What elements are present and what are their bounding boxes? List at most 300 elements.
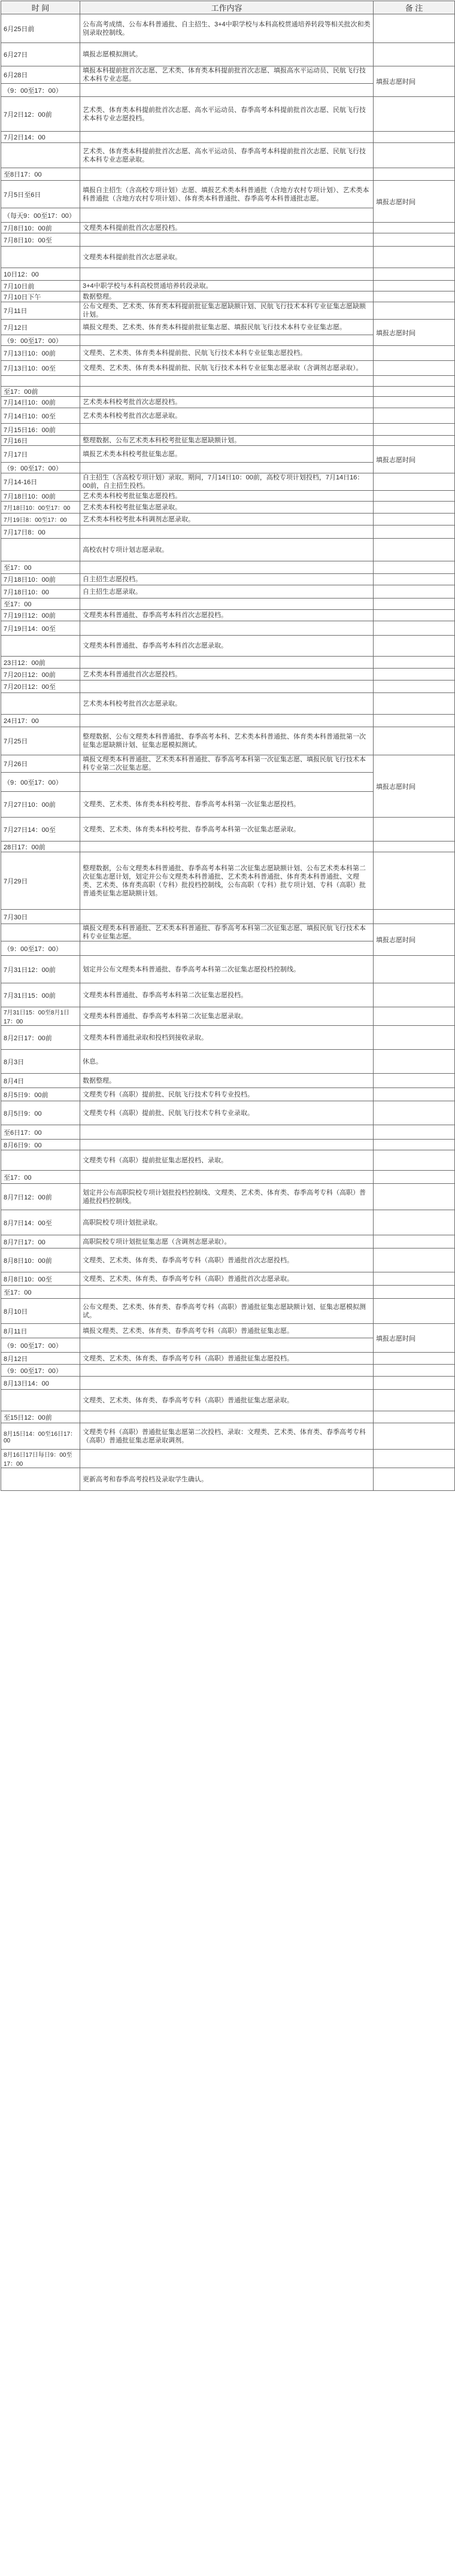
work-content: 文理类专科（高职）提前批、民航飞行技术专科专业投档。 xyxy=(80,1088,374,1101)
work-content: 文理类、艺术类、体育类本科校考批、春季高考本科第一次征集志愿投档。 xyxy=(80,792,374,818)
remark xyxy=(374,681,455,693)
work-content xyxy=(80,463,374,473)
work-content: 文理类本科普通批录取和投档到接收录取。 xyxy=(80,1026,374,1050)
remark xyxy=(374,1125,455,1140)
table-row xyxy=(1,491,455,502)
remark: 填报志愿时间 xyxy=(374,181,455,223)
schedule-time: 7月29日 xyxy=(1,852,80,910)
work-content: 3+4中职学校与本科高校贯通培养转段录取。 xyxy=(80,281,374,291)
work-content xyxy=(80,387,374,397)
work-content: 文理类、艺术类、体育类、春季高考专科（高职）普通批首次志愿录取。 xyxy=(80,1272,374,1286)
schedule-time: 至17：00 xyxy=(1,1286,80,1299)
schedule-time: 7月13日10：00至 xyxy=(1,361,80,376)
schedule-time: 8月15日14：00至16日17：00 xyxy=(1,1423,80,1450)
remark: 填报志愿时间 xyxy=(374,924,455,956)
work-content xyxy=(80,132,374,143)
table-row xyxy=(1,636,455,657)
work-content: 文理类本科普通批、春季高考本科首次志愿录取。 xyxy=(80,636,374,657)
work-content: 填报本科提前批首次志愿、艺术类、体育类本科提前批首次志愿、填报高水平运动员、民航飞行技术本科专业志愿。 xyxy=(80,66,374,84)
schedule-time: 8月2日17：00前 xyxy=(1,1026,80,1050)
table-row xyxy=(1,397,455,408)
remark xyxy=(374,436,455,446)
table-row xyxy=(1,727,455,755)
remark xyxy=(374,14,455,43)
work-content: 艺术类、体育类本科提前批首次志愿、高水平运动员、春季高考本科提前批首次志愿、民航飞行技术本科专业志愿录取。 xyxy=(80,143,374,168)
remark xyxy=(374,233,455,247)
remark: 填报志愿时间 xyxy=(374,1324,455,1353)
work-content: 划定并公布文理类本科普通批、春季高考本科第二次征集志愿投档控制线。 xyxy=(80,956,374,983)
work-content xyxy=(80,208,374,223)
work-content: 艺术类本科校考批首次志愿投档。 xyxy=(80,397,374,408)
table-row xyxy=(1,983,455,1007)
table-row xyxy=(1,1423,455,1450)
work-content xyxy=(80,941,374,956)
table-row xyxy=(1,818,455,842)
schedule-time: 7月18日10：00前 xyxy=(1,574,80,585)
remark xyxy=(374,1411,455,1423)
schedule-time: 8月5日9：00前 xyxy=(1,1088,80,1101)
table-row xyxy=(1,233,455,247)
remark xyxy=(374,1050,455,1074)
table-row xyxy=(1,424,455,436)
schedule-time: 7月8日10：00前 xyxy=(1,223,80,233)
schedule-time: （9：00至17：00） xyxy=(1,335,80,346)
schedule-time: 至17：00前 xyxy=(1,387,80,397)
table-row xyxy=(1,1324,455,1338)
work-content xyxy=(80,1171,374,1184)
table-row xyxy=(1,1184,455,1210)
work-content: 公布文理类、艺术类、体育类、春季高考专科（高职）普通批征集志愿缺额计划、征集志愿模拟测试。 xyxy=(80,1299,374,1324)
header-note: 备 注 xyxy=(374,1,455,14)
table-row xyxy=(1,514,455,525)
remark xyxy=(374,514,455,525)
work-content: 填报文理类本科普通批、艺术类本科普通批、春季高考本科第二次征集志愿、填报民航飞行技术本科专业征集志愿。 xyxy=(80,924,374,941)
table-row xyxy=(1,361,455,376)
table-body xyxy=(1,14,455,1491)
schedule-time xyxy=(1,1390,80,1411)
table-row xyxy=(1,1390,455,1411)
work-content: 高职院校专项计划批征集志愿（含调剂志愿录取）。 xyxy=(80,1235,374,1248)
remark xyxy=(374,1286,455,1299)
schedule-time: 7月2日12：00前 xyxy=(1,97,80,132)
schedule-time: 7月19日8：00至17：00 xyxy=(1,514,80,525)
remark xyxy=(374,842,455,852)
remark xyxy=(374,1377,455,1390)
work-content xyxy=(80,168,374,181)
remark xyxy=(374,525,455,539)
schedule-time: 28日17：00前 xyxy=(1,842,80,852)
schedule-time: 7月14日10：00至 xyxy=(1,408,80,424)
work-content: 公布高考成绩、公布本科普通批、自主招生、3+4中职学校与本科高校贯通培养转段等相关批次和类别录取控制线。 xyxy=(80,14,374,43)
work-content: 艺术类本科校考批征集志愿录取。 xyxy=(80,502,374,514)
remark xyxy=(374,291,455,302)
work-content xyxy=(80,1411,374,1423)
remark: 填报志愿时间 xyxy=(374,66,455,97)
work-content: 艺术类本科校考批首次志愿录取。 xyxy=(80,408,374,424)
work-content: 划定并公布高职院校专项计划批投档控制线、文理类、艺术类、体育类、春季高考专科（高职）普通批投档控制线。 xyxy=(80,1184,374,1210)
remark xyxy=(374,1365,455,1377)
remark xyxy=(374,636,455,657)
table-row xyxy=(1,1101,455,1125)
remark xyxy=(374,983,455,1007)
remark xyxy=(374,1272,455,1286)
work-content: 填报自主招生（含高校专项计划）志愿、填报艺术类本科普通批（含地方农村专项计划）、艺术类本科普通批（含地方农村专项计划）、体育类本科普通批、春季高考本科普通批志愿。 xyxy=(80,181,374,208)
schedule-time: 7月18日10：00至17：00 xyxy=(1,502,80,514)
table-row xyxy=(1,291,455,302)
table-row xyxy=(1,1050,455,1074)
remark xyxy=(374,1210,455,1235)
table-row xyxy=(1,681,455,693)
table-row xyxy=(1,1235,455,1248)
work-content xyxy=(80,599,374,610)
work-content: 文理类、艺术类、体育类、春季高考专科（高职）普通批征集志愿录取。 xyxy=(80,1390,374,1411)
work-content: 艺术类本科校考批首次志愿录取。 xyxy=(80,693,374,715)
schedule-time: 8月10日 xyxy=(1,1299,80,1324)
schedule-time: 8月5日9：00 xyxy=(1,1101,80,1125)
work-content xyxy=(80,525,374,539)
table-row xyxy=(1,599,455,610)
schedule-time: 8月7日14：00至 xyxy=(1,1210,80,1235)
work-content xyxy=(80,773,374,792)
table-row xyxy=(1,574,455,585)
work-content: 数据整理。 xyxy=(80,291,374,302)
work-content: 文理类、艺术类、体育类、春季高考专科（高职）普通批征集志愿投档。 xyxy=(80,1353,374,1365)
table-row xyxy=(1,657,455,669)
schedule-time: 至8日17：00 xyxy=(1,168,80,181)
table-row xyxy=(1,436,455,446)
schedule-time: 7月17日8：00 xyxy=(1,525,80,539)
work-content: 填报志愿模拟测试。 xyxy=(80,43,374,66)
work-content: 文理类本科普通批、春季高考本科第二次征集志愿投档。 xyxy=(80,983,374,1007)
schedule-time: 8月16日17日每日9：00至17：00 xyxy=(1,1450,80,1468)
work-content: 文理类、艺术类、体育类本科提前批、民航飞行技术本科专业征集志愿投档。 xyxy=(80,346,374,361)
remark xyxy=(374,1088,455,1101)
schedule-time: 至15日12：00前 xyxy=(1,1411,80,1423)
remark xyxy=(374,424,455,436)
work-content xyxy=(80,1365,374,1377)
table-row xyxy=(1,1210,455,1235)
schedule-time: 7月31日15：00至8月1日17：00 xyxy=(1,1007,80,1026)
schedule-time: 至6日17：00 xyxy=(1,1125,80,1140)
schedule-time: 至17：00 xyxy=(1,561,80,574)
schedule-time xyxy=(1,924,80,941)
table-row xyxy=(1,302,455,320)
schedule-time: 7月19日14：00至 xyxy=(1,621,80,636)
work-content: 更新高考和春季高考投档及录取学生确认。 xyxy=(80,1468,374,1491)
work-content xyxy=(80,657,374,669)
work-content: 填报文理类、艺术类、体育类本科提前批征集志愿、填报民航飞行技术本科专业征集志愿。 xyxy=(80,320,374,335)
work-content xyxy=(80,1125,374,1140)
schedule-time: （9：00至17：00） xyxy=(1,1365,80,1377)
work-content: 高校农村专项计划志愿录取。 xyxy=(80,539,374,561)
work-content xyxy=(80,1338,374,1353)
remark xyxy=(374,1235,455,1248)
table-row xyxy=(1,1074,455,1088)
table-row xyxy=(1,1088,455,1101)
table-header-row xyxy=(1,1,455,14)
remark xyxy=(374,852,455,910)
schedule-time: （9：00至17：00） xyxy=(1,463,80,473)
schedule-time xyxy=(1,1150,80,1171)
schedule-time: 8月7日17：00 xyxy=(1,1235,80,1248)
work-content: 整理数据、公布艺术类本科校考批征集志愿缺额计划。 xyxy=(80,436,374,446)
table-row xyxy=(1,1026,455,1050)
work-content: 文理类本科普通批、春季高考本科第二次征集志愿录取。 xyxy=(80,1007,374,1026)
table-row xyxy=(1,525,455,539)
schedule-time xyxy=(1,693,80,715)
schedule-time: 6月28日 xyxy=(1,66,80,84)
schedule-time: 7月27日10：00前 xyxy=(1,792,80,818)
work-content: 填报文理类本科普通批、艺术类本科普通批、春季高考本科第一次征集志愿、填报民航飞行技术本科专业第二次征集志愿。 xyxy=(80,755,374,773)
table-row xyxy=(1,320,455,335)
remark xyxy=(374,223,455,233)
work-content: 文理类专科（高职）普通批征集志愿第二次投档、录取：文理类、艺术类、体育类、春季高考专科（高职）普通批征集志愿录取调剂。 xyxy=(80,1423,374,1450)
work-content: 填报艺术类本科校考批征集志愿。 xyxy=(80,446,374,463)
table-row xyxy=(1,43,455,66)
table-row xyxy=(1,1468,455,1491)
work-content xyxy=(80,376,374,387)
remark: 填报志愿时间 xyxy=(374,446,455,473)
work-content: 文理类、艺术类、体育类、春季高考专科（高职）普通批首次志愿投档。 xyxy=(80,1248,374,1272)
remark xyxy=(374,818,455,842)
table-row xyxy=(1,408,455,424)
header-time: 时 间 xyxy=(1,1,80,14)
schedule-time: 7月16日 xyxy=(1,436,80,446)
work-content xyxy=(80,681,374,693)
work-content: 艺术类本科校考批本科调剂志愿录取。 xyxy=(80,514,374,525)
schedule-time: 10日12：00 xyxy=(1,268,80,281)
table-row xyxy=(1,168,455,181)
schedule-time: 8月12日 xyxy=(1,1353,80,1365)
schedule-time: 7月25日 xyxy=(1,727,80,755)
table-row xyxy=(1,1272,455,1286)
remark xyxy=(374,1423,455,1450)
work-content xyxy=(80,1140,374,1150)
schedule-time xyxy=(1,539,80,561)
table-row xyxy=(1,281,455,291)
work-content: 文理类本科普通批、春季高考本科首次志愿投档。 xyxy=(80,610,374,621)
schedule-time: 7月13日10：00前 xyxy=(1,346,80,361)
work-content: 休息。 xyxy=(80,1050,374,1074)
table-row xyxy=(1,502,455,514)
table-row xyxy=(1,561,455,574)
remark xyxy=(374,1171,455,1184)
table-row xyxy=(1,669,455,681)
schedule-time: 7月10日前 xyxy=(1,281,80,291)
remark xyxy=(374,1150,455,1171)
schedule-time: 7月17日 xyxy=(1,446,80,463)
schedule-time xyxy=(1,636,80,657)
remark xyxy=(374,1074,455,1088)
remark: 填报志愿时间 xyxy=(374,320,455,346)
remark xyxy=(374,1007,455,1026)
work-content: 填报文理类、艺术类、体育类、春季高考专科（高职）普通批征集志愿。 xyxy=(80,1324,374,1338)
schedule-time: 7月26日 xyxy=(1,755,80,773)
schedule-time xyxy=(1,247,80,268)
schedule-time: 8月13日14：00 xyxy=(1,1377,80,1390)
schedule-time: 7月31日12：00前 xyxy=(1,956,80,983)
remark: 填报志愿时间 xyxy=(374,755,455,818)
work-content: 整理数据、公布文理类本科普通批、春季高考本科、艺术类本科普通批、体育类本科普通批第一次征集志愿缺额计划、征集志愿模拟测试。 xyxy=(80,727,374,755)
table-row xyxy=(1,924,455,941)
schedule-time: 至17：00 xyxy=(1,1171,80,1184)
remark xyxy=(374,408,455,424)
work-content: 数据整理。 xyxy=(80,1074,374,1088)
table-row xyxy=(1,1125,455,1140)
table-row xyxy=(1,1140,455,1150)
table-row xyxy=(1,1365,455,1377)
schedule-time xyxy=(1,143,80,168)
schedule-time: 7月18日10：00前 xyxy=(1,491,80,502)
schedule-time: （每天9：00至17：00） xyxy=(1,208,80,223)
remark xyxy=(374,132,455,143)
work-content xyxy=(80,1377,374,1390)
table-row xyxy=(1,610,455,621)
remark xyxy=(374,376,455,387)
remark xyxy=(374,610,455,621)
remark xyxy=(374,1468,455,1491)
table-row xyxy=(1,268,455,281)
schedule-time: 7月15日16：00前 xyxy=(1,424,80,436)
work-content xyxy=(80,268,374,281)
schedule-time: 7月12日 xyxy=(1,320,80,335)
remark xyxy=(374,1450,455,1468)
work-content xyxy=(80,621,374,636)
work-content xyxy=(80,910,374,924)
work-content xyxy=(80,335,374,346)
work-content: 整理数据，公布文理类本科普通批、春季高考本科第二次征集志愿缺额计划、公布艺术类本科第二次征集志愿计划，划定并公布文理类本科普通批、艺术类本科普通批、体育类本科普通批、文理类、艺术类、体育类高职（专科）批投档控制线，公布高职（专科）批专项计划、专科（高职）批普通类征集志愿缺额计划。 xyxy=(80,852,374,910)
work-content: 自主招生（含高校专项计划）录取。期间，7月14日10：00前，高校专项计划投档，7月14日16：00前，自主招生投档。 xyxy=(80,473,374,491)
table-row xyxy=(1,132,455,143)
schedule-time: 8月3日 xyxy=(1,1050,80,1074)
schedule-time: 7月2日14：00 xyxy=(1,132,80,143)
table-row xyxy=(1,1150,455,1171)
remark xyxy=(374,599,455,610)
remark xyxy=(374,143,455,168)
work-content: 高职院校专项计划批录取。 xyxy=(80,1210,374,1235)
schedule-time: 7月30日 xyxy=(1,910,80,924)
remark xyxy=(374,268,455,281)
work-content xyxy=(80,1450,374,1468)
remark xyxy=(374,491,455,502)
remark xyxy=(374,1101,455,1125)
work-content: 文理类专科（高职）提前批征集志愿投档、录取。 xyxy=(80,1150,374,1171)
work-content xyxy=(80,1286,374,1299)
remark xyxy=(374,669,455,681)
remark xyxy=(374,574,455,585)
table-row xyxy=(1,1299,455,1324)
work-content: 文理类、艺术类、体育类本科校考批、春季高考本科第一次征集志愿录取。 xyxy=(80,818,374,842)
work-content xyxy=(80,233,374,247)
schedule-time: 至17：00 xyxy=(1,599,80,610)
table-row xyxy=(1,1411,455,1423)
work-content: 艺术类、体育类本科提前批首次志愿、高水平运动员、春季高考本科提前批首次志愿、民航飞行技术本科专业志愿投档。 xyxy=(80,97,374,132)
work-content xyxy=(80,715,374,727)
table-row xyxy=(1,376,455,387)
table-row xyxy=(1,715,455,727)
header-content: 工作内容 xyxy=(80,1,374,14)
schedule-time: 8月6日9：00 xyxy=(1,1140,80,1150)
remark xyxy=(374,561,455,574)
schedule-time: 7月27日14：00至 xyxy=(1,818,80,842)
table-row xyxy=(1,621,455,636)
table-row xyxy=(1,223,455,233)
table-row xyxy=(1,693,455,715)
remark xyxy=(374,1248,455,1272)
table-row xyxy=(1,1377,455,1390)
schedule-time: 6月25日前 xyxy=(1,14,80,43)
remark xyxy=(374,43,455,66)
schedule-time: （9：00至17：00） xyxy=(1,941,80,956)
remark xyxy=(374,1184,455,1210)
schedule-time: （9：00至17：00） xyxy=(1,1338,80,1353)
schedule-time: （9：00至17：00） xyxy=(1,773,80,792)
table-row xyxy=(1,1286,455,1299)
remark xyxy=(374,1299,455,1324)
work-content xyxy=(80,424,374,436)
table-row xyxy=(1,539,455,561)
table-row xyxy=(1,97,455,132)
schedule-time: 7月14-16日 xyxy=(1,473,80,491)
remark xyxy=(374,302,455,320)
table-row xyxy=(1,14,455,43)
table-row xyxy=(1,1248,455,1272)
remark xyxy=(374,473,455,491)
schedule-time: 8月8日10：00前 xyxy=(1,1248,80,1272)
table-row xyxy=(1,66,455,84)
remark xyxy=(374,1390,455,1411)
remark xyxy=(374,585,455,599)
schedule-time: 8月4日 xyxy=(1,1074,80,1088)
work-content: 文理类本科提前批首次志愿投档。 xyxy=(80,223,374,233)
schedule-time: 6月27日 xyxy=(1,43,80,66)
table-row xyxy=(1,1007,455,1026)
remark xyxy=(374,715,455,727)
schedule-time xyxy=(1,376,80,387)
schedule-time: 7月20日12：00至 xyxy=(1,681,80,693)
table-row xyxy=(1,910,455,924)
schedule-time: 7月11日 xyxy=(1,302,80,320)
remark xyxy=(374,693,455,715)
table-row xyxy=(1,181,455,208)
remark xyxy=(374,346,455,361)
schedule-time: 7月5日至6日 xyxy=(1,181,80,208)
table-row xyxy=(1,446,455,463)
remark xyxy=(374,1026,455,1050)
table-row xyxy=(1,1353,455,1365)
remark xyxy=(374,397,455,408)
remark xyxy=(374,97,455,132)
remark xyxy=(374,361,455,376)
work-content xyxy=(80,842,374,852)
table-row xyxy=(1,1450,455,1468)
remark xyxy=(374,657,455,669)
remark xyxy=(374,387,455,397)
remark xyxy=(374,621,455,636)
work-content xyxy=(80,84,374,97)
schedule-time: 7月18日10：00 xyxy=(1,585,80,599)
schedule-time: （9：00至17：00） xyxy=(1,84,80,97)
remark xyxy=(374,168,455,181)
table-row xyxy=(1,956,455,983)
schedule-time: 8月8日10：00至 xyxy=(1,1272,80,1286)
remark xyxy=(374,910,455,924)
table-row xyxy=(1,387,455,397)
table-row xyxy=(1,755,455,773)
work-content: 艺术类本科普通批首次志愿投档。 xyxy=(80,669,374,681)
schedule-time: 7月31日15：00前 xyxy=(1,983,80,1007)
remark xyxy=(374,247,455,268)
